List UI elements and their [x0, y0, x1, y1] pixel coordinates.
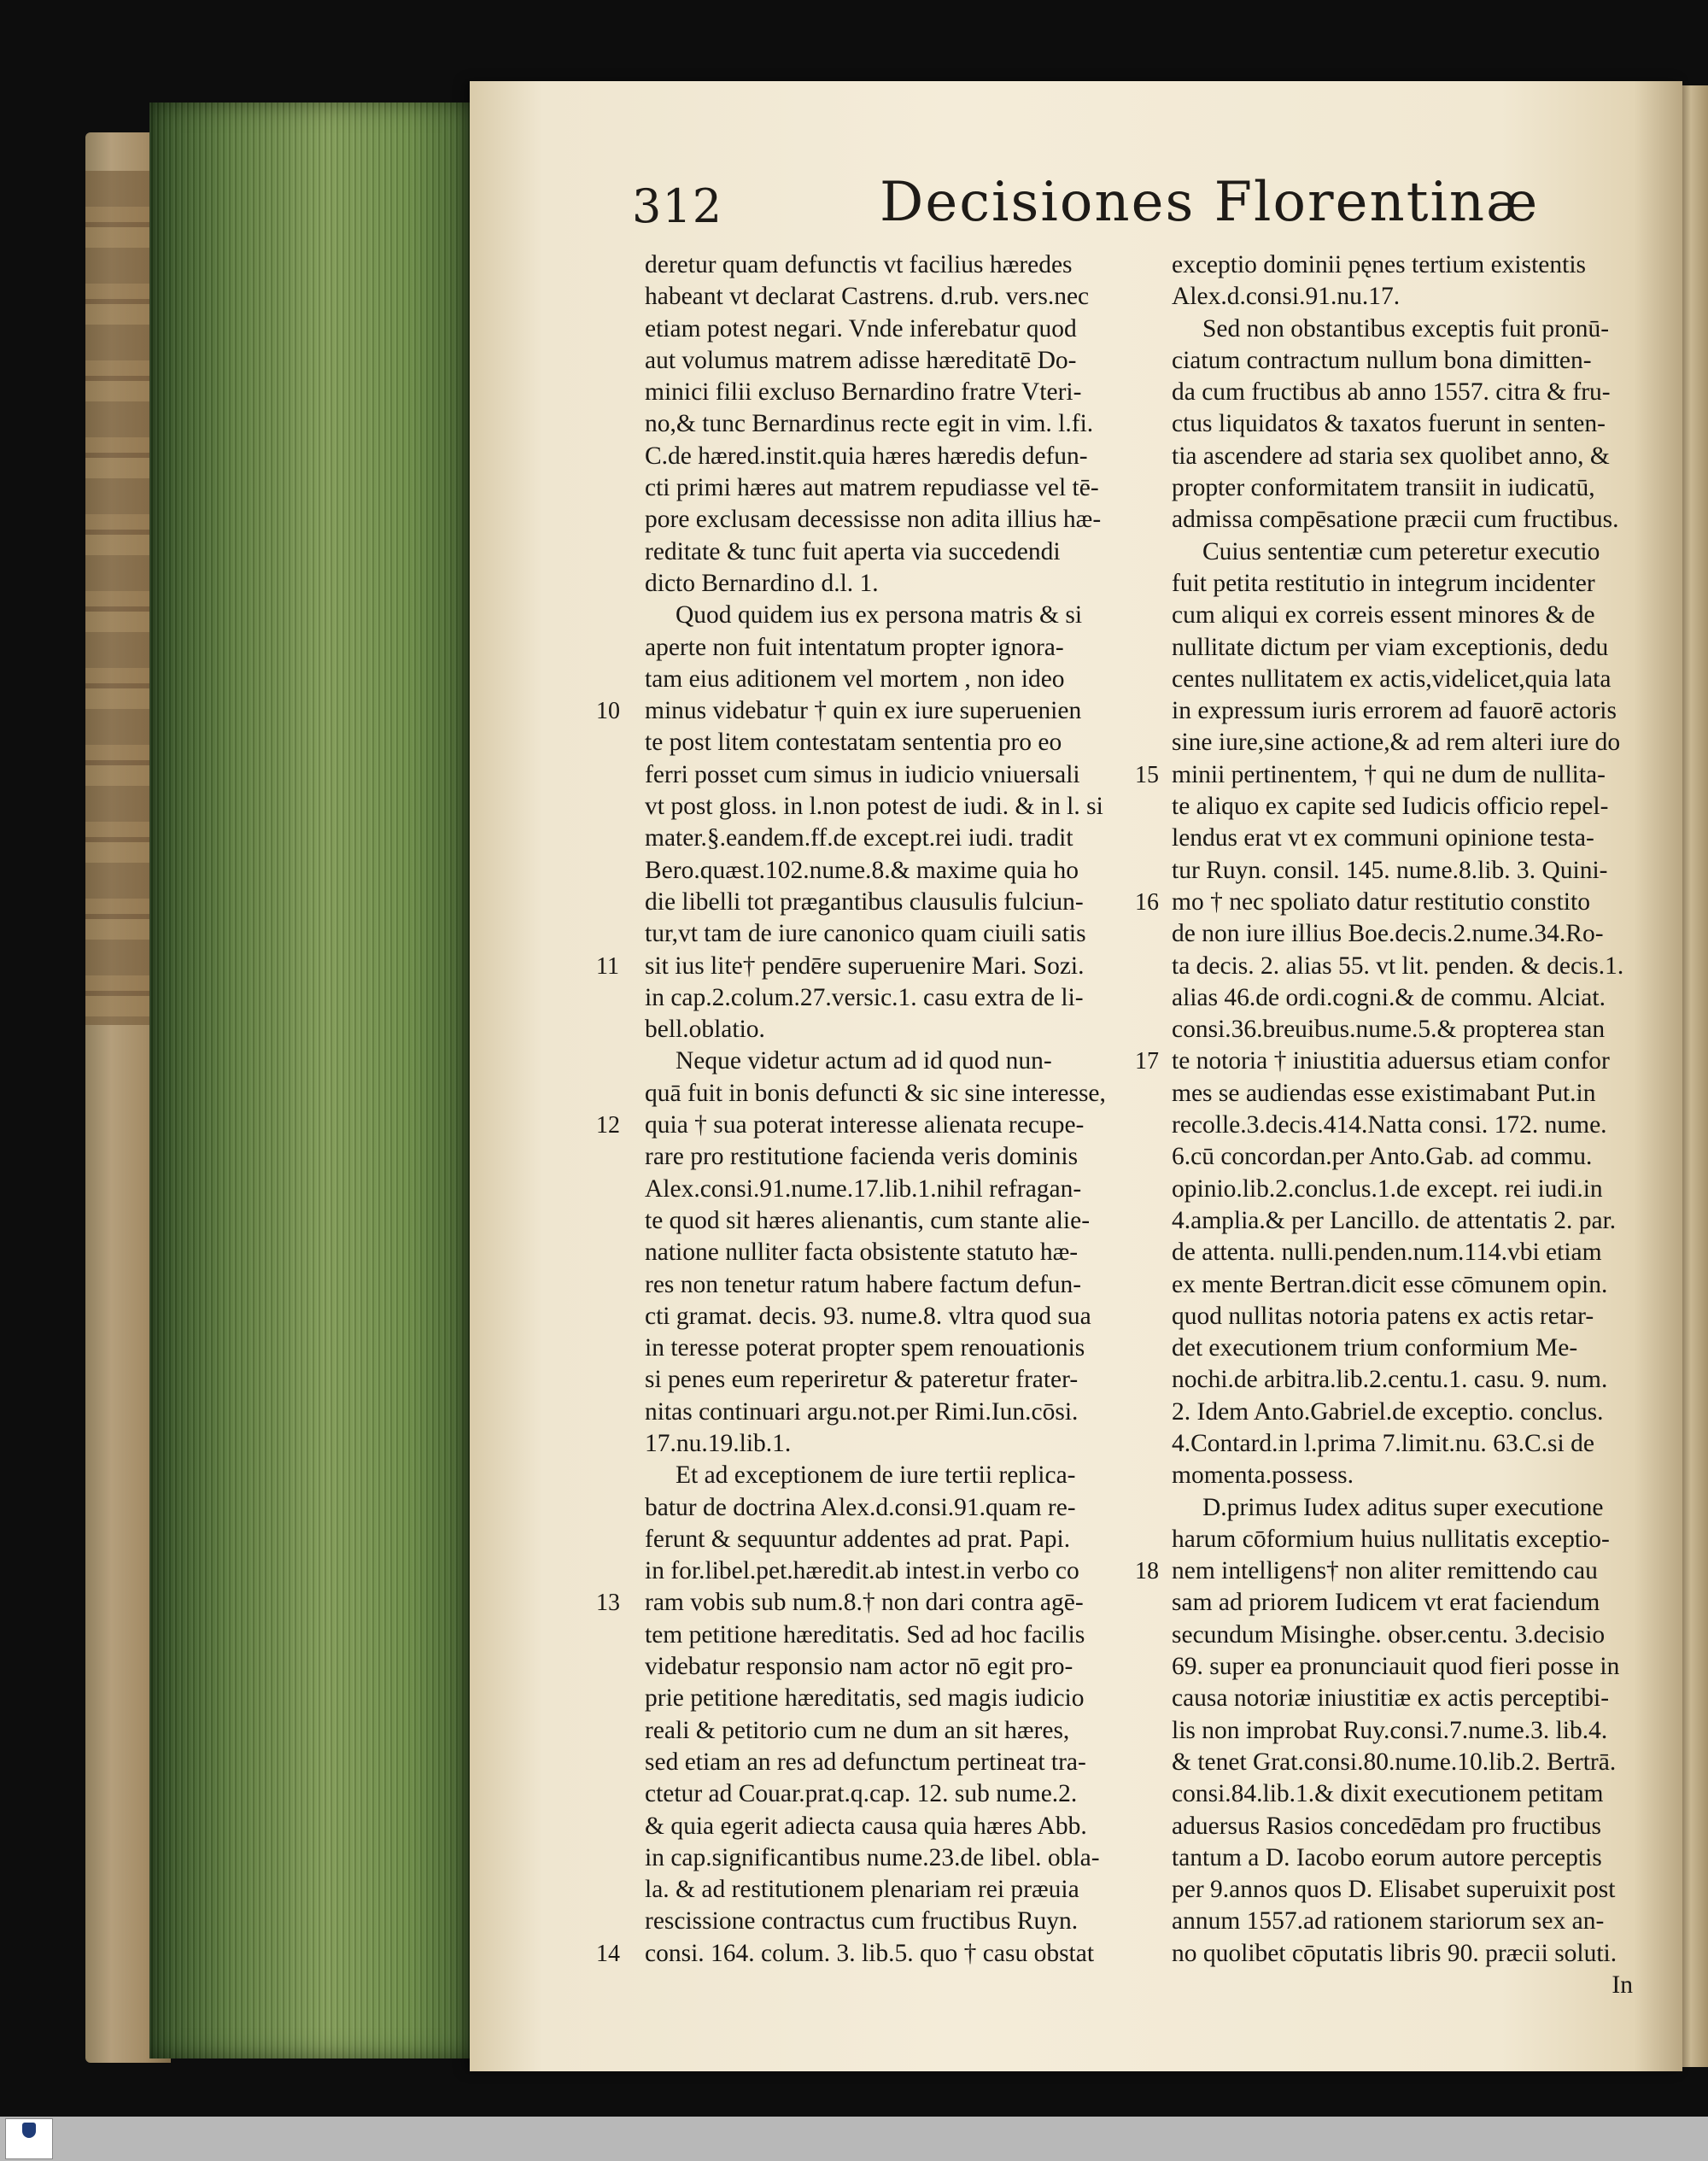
line-text: reali & petitorio cum ne dum an sit hæres,	[645, 1716, 1070, 1744]
text-line	[645, 1269, 1127, 1301]
text-line	[645, 281, 1127, 313]
line-text: reditate & tunc fuit aperta via succedendi	[645, 537, 1061, 565]
line-text: harum cōformium huius nullitatis exceptio-	[1172, 1525, 1610, 1553]
text-line	[1172, 664, 1633, 695]
margin-note-number: 11	[596, 952, 619, 980]
line-text: die libelli tot prægantibus clausulis fulciun-	[645, 887, 1084, 916]
line-text: centes nullitatem ex actis,videlicet,quia lata	[1172, 665, 1611, 693]
text-line	[645, 664, 1127, 695]
text-line	[645, 1842, 1127, 1874]
line-text: ctus liquidatos & taxatos fuerunt in senten-	[1172, 410, 1606, 438]
line-text: in cap.significantibus nume.23.de libel. obla-	[645, 1843, 1100, 1871]
text-line	[1172, 1811, 1633, 1842]
line-text: no quolibet cōputatis libris 90. præcii soluti.	[1172, 1939, 1617, 1967]
line-text: ferunt & sequuntur addentes ad prat. Papi.	[645, 1525, 1071, 1553]
line-text: ta decis. 2. alias 55. vt lit. penden. & decis.1.	[1172, 952, 1624, 980]
line-text: consi.36.breuibus.nume.5.& propterea stan	[1172, 1016, 1606, 1044]
text-line	[1172, 281, 1633, 313]
text-line	[645, 568, 1127, 600]
line-text: tur,vt tam de iure canonico quam ciuili satis	[645, 920, 1086, 948]
text-line	[645, 632, 1127, 664]
line-text: videbatur responsio nam actor nō egit pro-	[645, 1653, 1073, 1681]
text-line	[1172, 1205, 1633, 1237]
text-line	[645, 313, 1127, 345]
text-line	[1172, 441, 1633, 472]
text-line	[645, 1874, 1127, 1906]
text-line	[645, 1428, 1127, 1460]
text-line	[1172, 345, 1633, 377]
line-text: 17.nu.19.lib.1.	[645, 1429, 792, 1457]
line-text: consi.84.lib.1.& dixit executionem petitam	[1172, 1780, 1604, 1808]
text-line	[1172, 504, 1633, 536]
line-text: rare pro restitutione facienda veris dominis	[645, 1143, 1079, 1171]
text-line	[1172, 1874, 1633, 1906]
text-line	[1172, 1428, 1633, 1460]
text-line	[1172, 855, 1633, 887]
line-text: te post litem contestatam sententia pro eo	[645, 729, 1062, 757]
text-line	[645, 1683, 1127, 1714]
text-line	[1172, 1078, 1633, 1110]
line-text: si penes eum reperiretur & pateretur frater-	[645, 1366, 1079, 1394]
text-line	[645, 408, 1127, 440]
line-text: de non iure illius Boe.decis.2.nume.34.Ro-	[1172, 920, 1604, 948]
text-line	[645, 472, 1127, 504]
line-text: batur de doctrina Alex.d.consi.91.quam re-	[645, 1493, 1076, 1521]
text-line	[1172, 695, 1633, 727]
text-line	[1172, 1747, 1633, 1778]
line-text: tem petitione hæreditatis. Sed ad hoc facilis	[645, 1620, 1085, 1649]
line-text: ciatum contractum nullum bona dimitten-	[1172, 346, 1592, 374]
running-title: Decisiones Florentinæ	[880, 171, 1540, 234]
line-text: per 9.annos quos D. Elisabet superuixit post	[1172, 1876, 1616, 1904]
text-line	[645, 1237, 1127, 1268]
line-text: pore exclusam decessisse non adita illius hæ-	[645, 506, 1102, 534]
line-text: aperte non fuit intentatum propter ignora-	[645, 633, 1064, 661]
text-line	[1135, 1045, 1633, 1077]
line-text: de attenta. nulli.penden.num.114.vbi etiam	[1172, 1239, 1602, 1267]
text-line	[596, 951, 1127, 982]
line-text: nem intelligens† non aliter remittendo cau	[1172, 1557, 1598, 1585]
text-line	[1135, 887, 1633, 918]
line-text: sine iure,sine actione,& ad rem alteri iure do	[1172, 729, 1621, 757]
line-text: ram vobis sub num.8.† non dari contra agē-	[645, 1589, 1084, 1617]
line-text: propter conformitatem transiit in iudicatū,	[1172, 474, 1595, 502]
text-line	[1172, 1683, 1633, 1714]
text-line	[1172, 632, 1633, 664]
text-line	[1172, 313, 1633, 345]
line-text: annum 1557.ad rationem stariorum sex an-	[1172, 1907, 1605, 1936]
line-text: Sed non obstantibus exceptis fuit pronū-	[1202, 314, 1610, 343]
text-line	[1172, 472, 1633, 504]
line-text: 4.Contard.in l.prima 7.limit.nu. 63.C.si de	[1172, 1429, 1594, 1457]
line-text: aduersus Rasios concedēdam pro fructibus	[1172, 1812, 1601, 1840]
line-text: dicto Bernardino d.l. 1.	[645, 569, 879, 597]
text-line	[645, 1492, 1127, 1524]
line-text: vt post gloss. in l.non potest de iudi. & in l. si	[645, 793, 1103, 821]
text-line	[645, 1778, 1127, 1810]
text-line	[596, 1587, 1127, 1619]
line-text: Quod quidem ius ex persona matris & si	[676, 601, 1083, 630]
text-line	[645, 727, 1127, 758]
text-line	[1135, 759, 1633, 791]
page-number: 312	[632, 179, 723, 233]
line-text: tur Ruyn. consil. 145. nume.8.lib. 3. Quini-	[1172, 856, 1608, 884]
line-text: nochi.de arbitra.lib.2.centu.1. casu. 9. num.	[1172, 1366, 1608, 1394]
line-text: Bero.quæst.102.nume.8.& maxime quia ho	[645, 856, 1079, 884]
line-text: quod nullitas notoria patens ex actis retar-	[1172, 1302, 1594, 1330]
text-line	[645, 1364, 1127, 1396]
line-text: ferri posset cum simus in iudicio vniuersali	[645, 760, 1080, 788]
line-text: te notoria † iniustitia aduersus etiam confor	[1172, 1047, 1610, 1075]
line-text: cti gramat. decis. 93. nume.8. vltra quod sua	[645, 1302, 1091, 1330]
line-text: In	[1611, 1971, 1633, 2000]
margin-note-number: 12	[596, 1112, 620, 1139]
line-text: secundum Misinghe. obser.centu. 3.decisio	[1172, 1620, 1606, 1649]
text-line	[1172, 600, 1633, 631]
line-text: bell.oblatio.	[645, 1016, 765, 1044]
text-line	[645, 791, 1127, 823]
line-text: Et ad exceptionem de iure tertii replica-	[676, 1461, 1076, 1490]
text-line	[1172, 1141, 1633, 1173]
text-line	[645, 823, 1127, 854]
text-line	[645, 1651, 1127, 1683]
text-line	[645, 441, 1127, 472]
line-text: in cap.2.colum.27.versic.1. casu extra de li-	[645, 983, 1084, 1011]
line-text: tam eius aditionem vel mortem , non ideo	[645, 665, 1065, 693]
line-text: momenta.possess.	[1172, 1461, 1354, 1490]
line-text: admissa compēsatione præcii cum fructibus.	[1172, 506, 1619, 534]
line-text: cum aliqui ex correis essent minores & de	[1172, 601, 1595, 630]
line-text: deretur quam defunctis vt facilius hæredes	[645, 251, 1073, 278]
text-line	[1172, 1938, 1633, 1970]
line-text: minus videbatur † quin ex iure superuenien	[645, 697, 1082, 725]
text-line	[1172, 568, 1633, 600]
line-text: consi. 164. colum. 3. lib.5. quo † casu obstat	[645, 1939, 1095, 1967]
left-text-column	[596, 249, 1127, 1970]
margin-note-number: 13	[596, 1590, 620, 1617]
line-text: cti primi hæres aut matrem repudiasse vel tē-	[645, 474, 1099, 502]
line-text: causa notoriæ iniustitiæ ex actis perceptibi-	[1172, 1684, 1610, 1713]
text-line	[645, 1014, 1127, 1045]
catchword	[1172, 1970, 1633, 2001]
text-line	[645, 918, 1127, 950]
line-text: C.de hæred.instit.quia hæres hæredis defun-	[645, 442, 1088, 470]
text-line	[1172, 1269, 1633, 1301]
text-line	[645, 536, 1127, 568]
line-text: alias 46.de ordi.cogni.& de commu. Alciat.	[1172, 983, 1606, 1011]
text-line	[1172, 536, 1633, 568]
text-line	[645, 345, 1127, 377]
text-line	[1172, 1110, 1633, 1141]
line-text: & tenet Grat.consi.80.nume.10.lib.2. Bertrā.	[1172, 1748, 1617, 1776]
line-text: tia ascendere ad staria sex quolibet anno, &	[1172, 442, 1610, 470]
text-line	[645, 1906, 1127, 1937]
text-line	[645, 1174, 1127, 1205]
text-line	[645, 1045, 1127, 1077]
line-text: nullitate dictum per viam exceptionis, dedu	[1172, 633, 1609, 661]
line-text: quā fuit in bonis defuncti & sic sine interesse,	[645, 1079, 1106, 1107]
line-text: mo † nec spoliato datur restitutio constito	[1172, 887, 1590, 916]
library-crest-icon	[22, 2123, 36, 2138]
line-text: Alex.consi.91.nume.17.lib.1.nihil refragan-	[645, 1174, 1082, 1203]
text-line	[1172, 1332, 1633, 1364]
text-line	[1172, 408, 1633, 440]
text-line	[1172, 1842, 1633, 1874]
margin-note-number: 17	[1135, 1048, 1159, 1075]
line-text: habeant vt declarat Castrens. d.rub. vers.nec	[645, 283, 1090, 311]
line-text: aut volumus matrem adisse hæreditatē Do-	[645, 346, 1077, 374]
text-line	[1172, 791, 1633, 823]
line-text: mater.§.eandem.ff.de except.rei iudi. tradit	[645, 824, 1073, 852]
line-text: 4.amplia.& per Lancillo. de attentatis 2. par.	[1172, 1206, 1617, 1234]
line-text: ex mente Bertran.dicit esse cōmunem opin.	[1172, 1270, 1608, 1298]
text-line	[645, 1460, 1127, 1491]
text-line	[1172, 1587, 1633, 1619]
line-text: minii pertinentem, † qui ne dum de nullita-	[1172, 760, 1606, 788]
text-line	[1172, 1460, 1633, 1491]
text-line	[645, 1619, 1127, 1651]
line-text: sam ad priorem Iudicem vt erat faciendum	[1172, 1589, 1600, 1617]
text-line	[645, 1524, 1127, 1555]
line-text: te quod sit hæres alienantis, cum stante alie-	[645, 1206, 1091, 1234]
text-line	[645, 1715, 1127, 1747]
text-line	[1172, 823, 1633, 854]
text-line	[1172, 1906, 1633, 1937]
margin-note-number: 15	[1135, 761, 1159, 788]
text-line	[645, 1332, 1127, 1364]
text-line	[645, 1811, 1127, 1842]
text-line	[645, 249, 1127, 281]
viewer-footer-bar	[0, 2117, 1708, 2161]
margin-note-number: 10	[596, 698, 620, 725]
line-text: Alex.d.consi.91.nu.17.	[1172, 283, 1401, 311]
text-line	[645, 1141, 1127, 1173]
text-line	[1172, 377, 1633, 408]
text-line	[596, 695, 1127, 727]
text-line	[645, 1205, 1127, 1237]
line-text: lendus erat vt ex communi opinione testa-	[1172, 824, 1594, 852]
text-line	[645, 887, 1127, 918]
text-line	[645, 1747, 1127, 1778]
line-text: 6.cū concordan.per Anto.Gab. ad commu.	[1172, 1143, 1593, 1171]
line-text: natione nulliter facta obsistente statuto hæ-	[645, 1239, 1079, 1267]
text-line	[1135, 1555, 1633, 1587]
line-text: ctetur ad Couar.prat.q.cap. 12. sub nume.2.	[645, 1780, 1078, 1808]
line-text: in for.libel.pet.hæredit.ab intest.in verbo co	[645, 1557, 1079, 1585]
text-line	[1172, 249, 1633, 281]
line-text: D.primus Iudex aditus super executione	[1202, 1493, 1604, 1521]
line-text: quia † sua poterat interesse alienata recupe-	[645, 1111, 1085, 1139]
text-line	[645, 982, 1127, 1014]
text-line	[1172, 1397, 1633, 1428]
text-line	[645, 759, 1127, 791]
text-line	[1172, 1715, 1633, 1747]
line-text: no,& tunc Bernardinus recte egit in vim. l.fi.	[645, 410, 1094, 438]
line-text: recolle.3.decis.414.Natta consi. 172. nume.	[1172, 1111, 1607, 1139]
line-text: opinio.lib.2.conclus.1.de except. rei iudi.in	[1172, 1174, 1603, 1203]
text-line	[1172, 1524, 1633, 1555]
margin-note-number: 18	[1135, 1558, 1159, 1585]
line-text: Neque videtur actum ad id quod nun-	[676, 1047, 1052, 1075]
text-line	[1172, 1651, 1633, 1683]
right-text-column	[1135, 249, 1633, 2001]
line-text: da cum fructibus ab anno 1557. citra & fru-	[1172, 378, 1611, 407]
text-line	[596, 1110, 1127, 1141]
text-line	[645, 855, 1127, 887]
line-text: & quia egerit adiecta causa quia hæres Abb.	[645, 1812, 1087, 1840]
text-line	[1172, 1778, 1633, 1810]
line-text: rescissione contractus cum fructibus Ruyn.	[645, 1907, 1079, 1936]
text-line	[1172, 1237, 1633, 1268]
text-line	[1172, 1174, 1633, 1205]
text-line	[645, 1301, 1127, 1332]
line-text: la. & ad restitutionem plenariam rei præuia	[645, 1876, 1079, 1904]
text-line	[1172, 1301, 1633, 1332]
text-line	[596, 1938, 1127, 1970]
text-line	[1172, 951, 1633, 982]
text-line	[1172, 1619, 1633, 1651]
text-line	[1172, 1014, 1633, 1045]
line-text: 69. super ea pronunciauit quod fieri posse in	[1172, 1653, 1620, 1681]
line-text: mes se audiendas esse existimabant Put.in	[1172, 1079, 1596, 1107]
line-text: exceptio dominii pęnes tertium existentis	[1172, 251, 1587, 278]
text-line	[645, 1397, 1127, 1428]
line-text: etiam potest negari. Vnde inferebatur quod	[645, 314, 1077, 343]
text-line	[645, 504, 1127, 536]
line-text: lis non improbat Ruy.consi.7.nume.3. lib.4.	[1172, 1716, 1608, 1744]
line-text: 2. Idem Anto.Gabriel.de exceptio. conclus.	[1172, 1397, 1604, 1426]
line-text: sit ius lite† pendēre superuenire Mari. Sozi.	[645, 952, 1085, 980]
text-line	[1172, 727, 1633, 758]
text-line	[645, 1078, 1127, 1110]
line-text: prie petitione hæreditatis, sed magis iudicio	[645, 1684, 1085, 1713]
line-text: in expressum iuris errorem ad fauorē actoris	[1172, 697, 1617, 725]
line-text: tantum a D. Iacobo eorum autore perceptis	[1172, 1843, 1602, 1871]
text-line	[645, 600, 1127, 631]
line-text: in teresse poterat propter spem renouationis	[645, 1334, 1085, 1362]
text-line	[1172, 1492, 1633, 1524]
line-text: nitas continuari argu.not.per Rimi.Iun.cōsi.	[645, 1397, 1079, 1426]
text-line	[645, 377, 1127, 408]
line-text: fuit petita restitutio in integrum incidenter	[1172, 569, 1595, 597]
text-line	[1172, 918, 1633, 950]
text-line	[645, 1555, 1127, 1587]
line-text: Cuius sententiæ cum peteretur executio	[1202, 537, 1600, 565]
line-text: res non tenetur ratum habere factum defun-	[645, 1270, 1082, 1298]
text-line	[1172, 1364, 1633, 1396]
line-text: det executionem trium conformium Me-	[1172, 1334, 1578, 1362]
line-text: sed etiam an res ad defunctum pertineat tra-	[645, 1748, 1086, 1776]
page-stack-edge	[149, 102, 474, 2059]
margin-note-number: 16	[1135, 888, 1159, 916]
margin-note-number: 14	[596, 1940, 620, 1967]
line-text: minici filii excluso Bernardino fratre Vteri-	[645, 378, 1082, 407]
library-logo-icon	[5, 2118, 53, 2159]
line-text: te aliquo ex capite sed Iudicis officio repel-	[1172, 793, 1609, 821]
text-line	[1172, 982, 1633, 1014]
